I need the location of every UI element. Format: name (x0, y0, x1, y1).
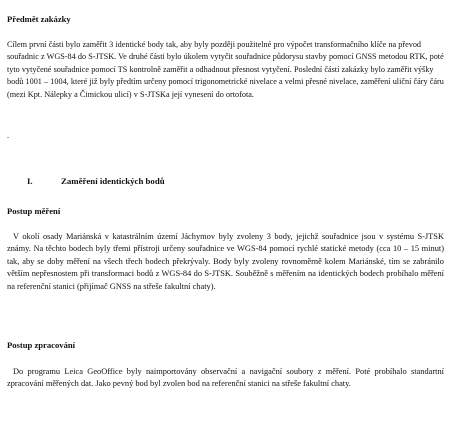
stray-dot: . (7, 131, 10, 140)
heading-postup-zpracovani: Postup zpracování (7, 340, 76, 350)
paragraph-postup-zpracovani: Do programu Leica GeoOffice byly naimportovány observační a navigační soubory z měření. Poté probíhalo standartní zpracování měřených dat. Jako pevný bod byl zvolen bod na referenční stanici na střeše fakultní chaty. (7, 367, 444, 389)
section-title: Zaměření identických bodů (61, 176, 165, 186)
section-number: I. (27, 176, 33, 186)
paragraph-predmet-zakazky: Cílem první části bylo zaměřit 3 identické body tak, aby byly později použitelné pro výpočet transformačního klíče na převod souřadnic z WGS-84 do S-JTSK. Ve druhé části bylo úkolem vytyčit souřadnice půdorysu stavby pomocí GNSS metodou RTK, poté tyto vytyčené souřadnice pomocí TS kontrolně zaměřit a odhadnout přesnost vytyčení. Poslední částí zakázky bylo zaměřit výšky bodů 1001 – 1004, které již byly předtím určeny pomocí trigonometrické nivelace a velmi přesné nivelace, zaměření uliční čáry čáru (mezi Kpt. Nálepky a Čimickou ulicí) v S-JTSKa její vynesení do ortofota. (7, 40, 444, 99)
paragraph-postup-mereni: V okolí osady Mariánská v katastrálním území Jáchymov byly zvoleny 3 body, jejichž souřadnice jsou v systému S-JTSK známy. Na těchto bodech byly třemi přístroji určeny souřadnice ve WGS-84 pomocí rychlé statické metody (cca 10 – 15 minut) tak, aby se doby měření na všech třech bodech překrývaly. Body byly zvoleny rovnoměrně kolem Mariánské, tím se zabránilo větším nepřesnostem při transformaci bodů z WGS-84 do S-JTSK. Souběžně s měřením na identických bodech probíhalo měření na referenční stanici (přijímač GNSS na střeše fakultní chaty). (7, 232, 444, 291)
heading-predmet-zakazky: Předmět zakázky (7, 14, 71, 24)
heading-postup-mereni: Postup měření (7, 206, 61, 216)
